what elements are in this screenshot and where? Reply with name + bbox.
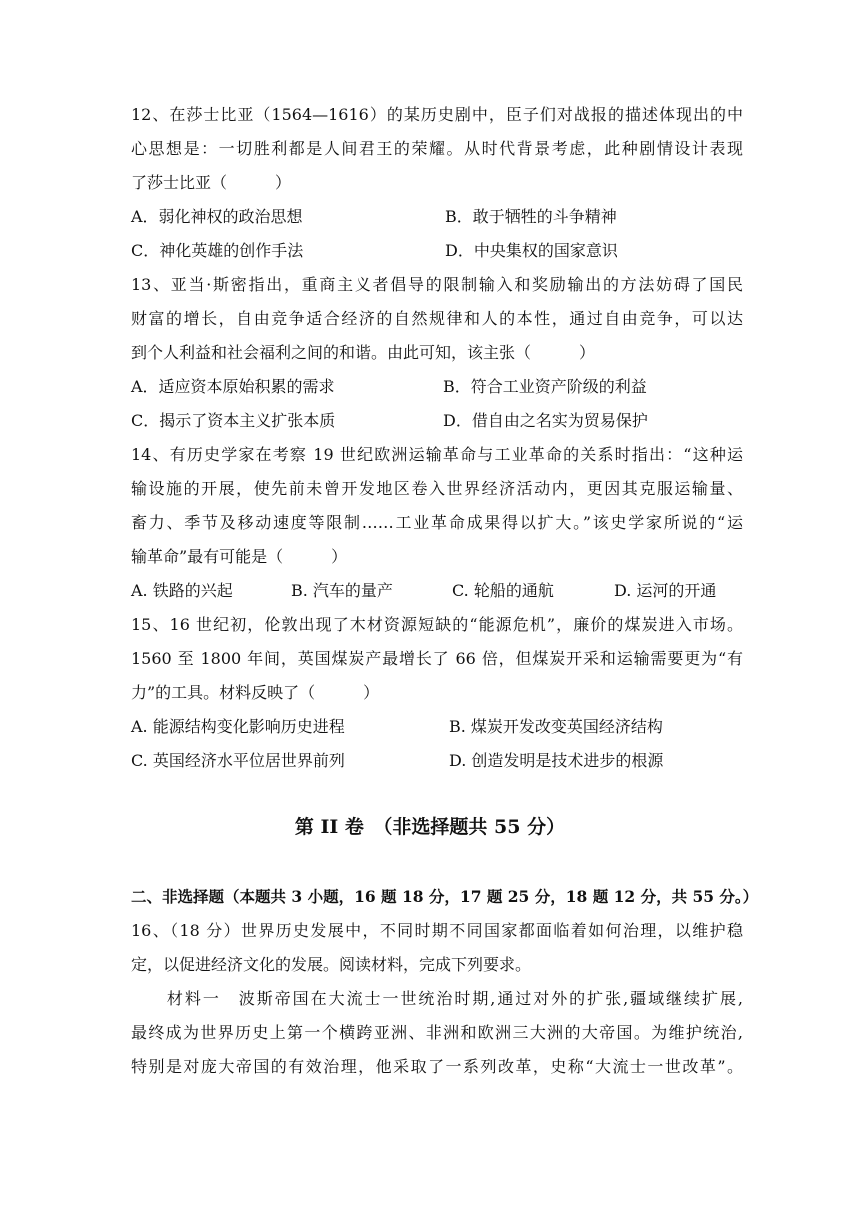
q16-line-1: 16、（18 分）世界历史发展中，不同时期不同国家都面临着如何治理，以维护稳 (131, 921, 743, 940)
section-title: 第 II 卷 （非选择题共 55 分） (294, 816, 566, 838)
q14-option-c: C. 轮船的通航 (452, 581, 554, 600)
q13-line-2: 财富的增长，自由竞争适合经济的自然规律和人的本性，通过自由竞争，可以达 (131, 309, 743, 328)
q12-option-a: A．弱化神权的政治思想 (131, 207, 303, 226)
q13-line-3: 到个人利益和社会福利之间的和谐。由此可知，该主张（ ） (131, 343, 596, 362)
q12-option-b: B．敢于牺牲的斗争精神 (445, 207, 617, 226)
q15-option-b: B. 煤炭开发改变英国经济结构 (449, 717, 663, 736)
q16-material-line-1: 材料一 波斯帝国在大流士一世统治时期,通过对外的扩张,疆域继续扩展, (131, 989, 743, 1008)
q14-option-a: A. 铁路的兴起 (131, 581, 233, 600)
q15-option-c: C. 英国经济水平位居世界前列 (131, 751, 345, 770)
q12-option-d: D．中央集权的国家意识 (445, 241, 618, 260)
q13-line-1: 13、亚当·斯密指出，重商主义者倡导的限制输入和奖励输出的方法妨碍了国民 (131, 275, 743, 294)
q14-line-3: 畜力、季节及移动速度等限制……工业革命成果得以扩大。”该史学家所说的“运 (131, 513, 743, 532)
q14-option-d: D. 运河的开通 (614, 581, 717, 600)
q16-material-line-2: 最终成为世界历史上第一个横跨亚洲、非洲和欧洲三大洲的大帝国。为维护统治, (131, 1023, 743, 1042)
q12-option-c: C．神化英雄的创作手法 (131, 241, 304, 260)
q15-line-2: 1560 至 1800 年间，英国煤炭产最增长了 66 倍，但煤炭开采和运输需要更为“有 (131, 649, 743, 668)
q12-line-2: 心思想是：一切胜利都是人间君王的荣耀。从时代背景考虑，此种剧情设计表现 (131, 139, 743, 158)
q16-line-2: 定，以促进经济文化的发展。阅读材料，完成下列要求。 (131, 955, 532, 974)
q14-line-4: 输革命”最有可能是（ ） (131, 547, 348, 566)
q15-line-3: 力”的工具。材料反映了（ ） (131, 683, 380, 702)
q14-line-2: 输设施的开展，使先前未曾开发地区卷入世界经济活动内，更因其克服运输量、 (131, 479, 743, 498)
q12-line-1: 12、在莎士比亚（1564—1616）的某历史剧中，臣子们对战报的描述体现出的中 (131, 105, 743, 124)
part2-heading: 二、非选择题（本题共 3 小题，16 题 18 分，17 题 25 分，18 题 12 分，共 55 分。） (131, 887, 759, 906)
q14-option-b: B. 汽车的量产 (291, 581, 393, 600)
q15-line-1: 15、16 世纪初，伦敦出现了木材资源短缺的“能源危机”，廉价的煤炭进入市场。 (131, 615, 743, 634)
q15-option-a: A. 能源结构变化影响历史进程 (131, 717, 345, 736)
q12-line-3: 了莎士比亚（ ） (131, 173, 292, 192)
q15-option-d: D. 创造发明是技术进步的根源 (449, 751, 664, 770)
q16-material-line-3: 特别是对庞大帝国的有效治理，他采取了一系列改革，史称“大流士一世改革”。 (131, 1057, 743, 1076)
q13-option-a: A．适应资本原始积累的需求 (131, 377, 335, 396)
q13-option-b: B．符合工业资产阶级的利益 (443, 377, 647, 396)
q14-line-1: 14、有历史学家在考察 19 世纪欧洲运输革命与工业革命的关系时指出：“这种运 (131, 445, 743, 464)
q13-option-c: C．揭示了资本主义扩张本质 (131, 411, 336, 430)
q13-option-d: D．借自由之名实为贸易保护 (443, 411, 648, 430)
